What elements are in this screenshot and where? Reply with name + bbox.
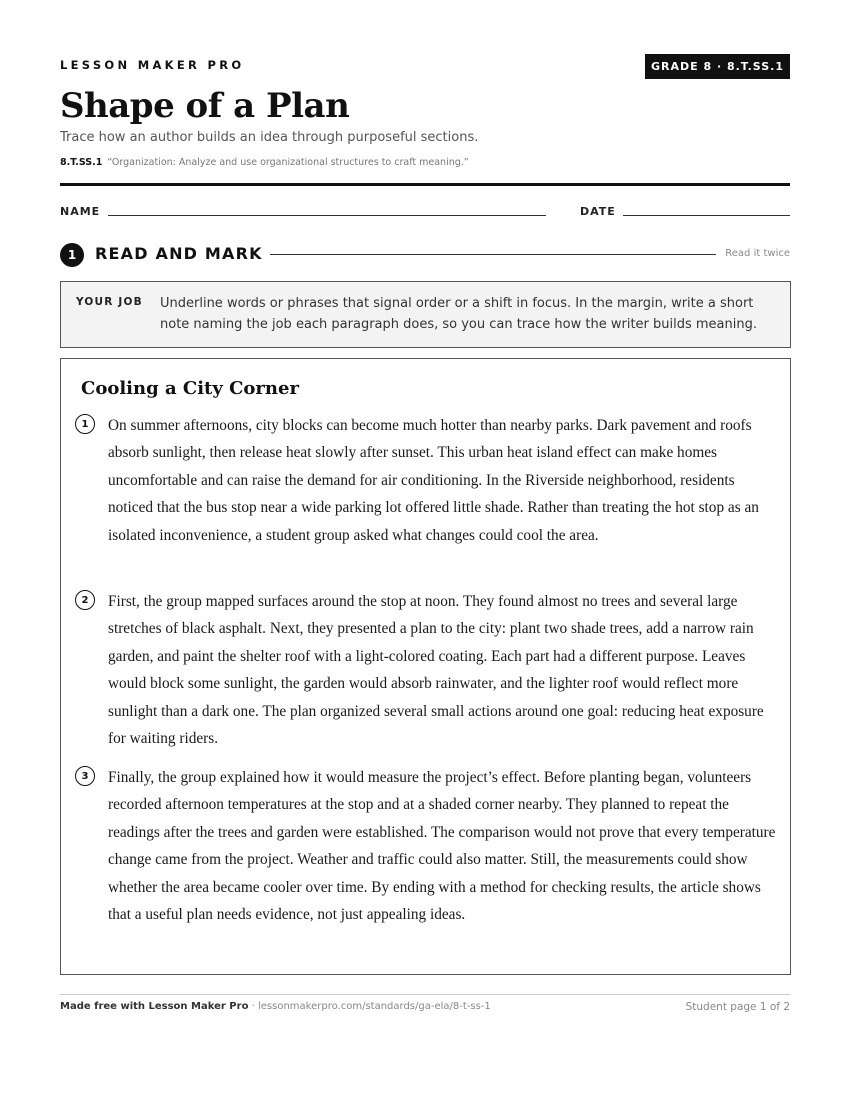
name-label: NAME [60,205,101,218]
standard-text: “Organization: Analyze and use organizational structures to craft meaning.” [107,157,469,168]
paragraph-number-2: 2 [75,590,95,610]
footer-separator: · [248,1001,258,1012]
section-divider [270,254,716,255]
standard-line [60,157,469,168]
article-box [60,358,791,975]
page-title: Shape of a Plan [60,86,350,126]
job-label: YOUR JOB [76,296,143,308]
paragraph-number-1: 1 [75,414,95,434]
brand-name: LESSON MAKER PRO [60,58,245,72]
job-box [60,281,791,348]
page-indicator: Student page 1 of 2 [685,1001,790,1013]
header-divider [60,183,790,186]
footer-divider [60,994,790,995]
section-note: Read it twice [725,248,790,259]
paragraph-3: Finally, the group explained how it would measure the project’s effect. Before planting began, volunteers recorded afternoon temperatures at the stop and at a shaded corner nearby. They planned to repeat the readings after the trees and garden were established. The comparison would not prove that every temperature change came from the project. Weather and traffic could also matter. Still, the measurements could show whether the area became cooler over time. By ending with a method for checking results, the article shows that a useful plan needs evidence, not just appealing ideas. [108,769,776,924]
date-field[interactable] [623,215,790,216]
footer-url[interactable]: lessonmakerpro.com/standards/ga-ela/8-t-ss-1 [257,1001,491,1012]
job-text: Underline words or phrases that signal order or a shift in focus. In the margin, write a short note naming the job each paragraph does, so you can trace how the writer builds meaning. [160,296,757,332]
footer-brand: Made free with Lesson Maker Pro [60,1001,249,1012]
name-field[interactable] [108,215,546,216]
paragraph-1: On summer afternoons, city blocks can become much hotter than nearby parks. Dark pavement and roofs absorb sunlight, then release heat slowly after sunset. This urban heat island effect can make homes uncomfortable and can raise the demand for air conditioning. In the Riverside neighborhood, residents noticed that the bus stop near a wide parking lot offered little shade. Rather than treating the hot stop as an isolated inconvenience, a student group asked what changes could cool the area. [108,417,759,544]
grade-badge: GRADE 8 · 8.T.SS.1 [645,54,790,79]
section-number-badge: 1 [60,243,84,267]
footer-credit [60,1001,491,1012]
page-subtitle: Trace how an author builds an idea through purposeful sections. [60,130,479,145]
date-label: DATE [580,205,616,218]
section-title: READ AND MARK [95,244,263,263]
paragraph-2: First, the group mapped surfaces around the stop at noon. They found almost no trees and several large stretches of black asphalt. Next, they presented a plan to the city: plant two shade trees, add a narrow rain garden, and paint the shelter roof with a light-colored coating. Each part had a different purpose. Leaves would block some sunlight, the garden would absorb rainwater, and the lighter roof would reflect more sunlight than a dark one. The plan organized several small actions around one goal: reducing heat exposure for waiting riders. [108,593,764,748]
article-title: Cooling a City Corner [81,378,299,399]
standard-code: 8.T.SS.1 [60,157,103,168]
paragraph-number-3: 3 [75,766,95,786]
